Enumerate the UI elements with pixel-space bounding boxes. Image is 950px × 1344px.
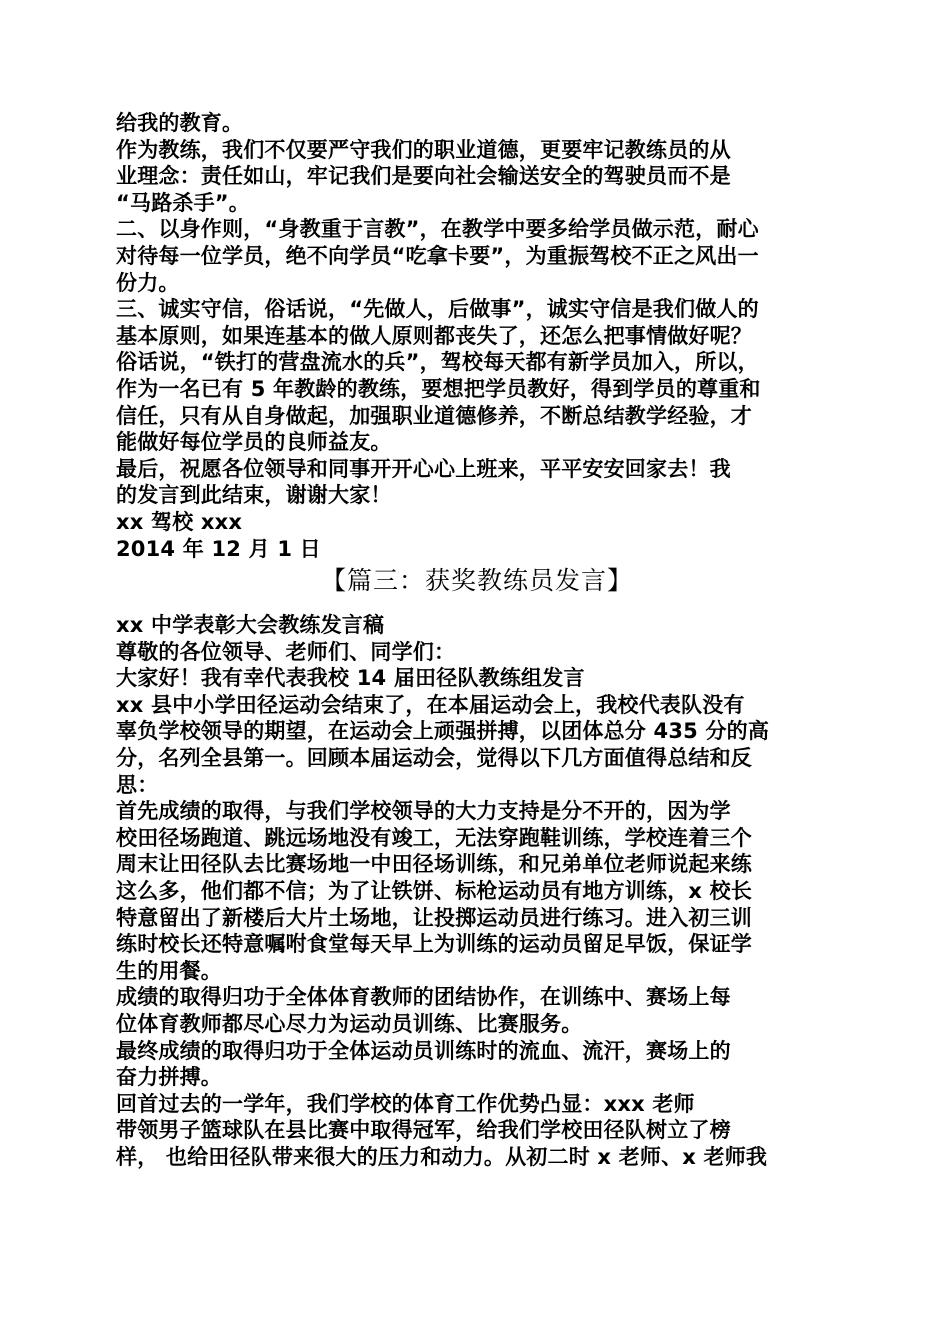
paragraph-line: 思：	[116, 772, 159, 797]
paragraph-line: 位体育教师都尽心尽力为运动员训练、比赛服务。	[116, 1012, 583, 1036]
speech-part-two	[116, 612, 838, 1170]
signature-line: xx 驾校 xxx	[116, 509, 243, 534]
paragraph-line: 带领男子篮球队在县比赛中取得冠军，给我们学校田径队树立了榜	[116, 1118, 731, 1143]
paragraph-line: 特意留出了新楼后大片土场地，让投掷运动员进行练习。进入初三训	[116, 905, 752, 930]
paragraph-line: 对待每一位学员，绝不向学员“吃拿卡要”，为重振驾校不正之风出一	[116, 243, 759, 268]
paragraph-line: 基本原则，如果连基本的做人原则都丧失了，还怎么把事情做好呢？	[116, 323, 752, 348]
paragraph-line: 奋力拼搏。	[116, 1065, 222, 1090]
paragraph-line: 能做好每位学员的良师益友。	[116, 430, 392, 455]
paragraph-line: 份力。	[116, 270, 180, 295]
date-line: 2014 年 12 月 1 日	[116, 536, 321, 561]
speech-part-one	[116, 110, 838, 562]
paragraph-line: 样， 也给田径队带来很大的压力和动力。从初二时 x 老师、x 老师我	[116, 1144, 768, 1169]
paragraph-line: “马路杀手”。	[116, 190, 251, 215]
paragraph-line: xx 县中小学田径运动会结束了，在本届运动会上，我校代表队没有	[116, 692, 745, 717]
paragraph-line: 分，名列全县第一。回顾本届运动会，觉得以下几方面值得总结和反	[116, 746, 752, 771]
paragraph-line: 首先成绩的取得，与我们学校领导的大力支持是分不开的，因为学	[116, 799, 731, 824]
paragraph-line: 三、诚实守信，俗话说，“先做人，后做事”，诚实守信是我们做人的	[116, 297, 759, 322]
paragraph-line: 练时校长还特意嘱咐食堂每天早上为训练的运动员留足早饭，保证学	[116, 932, 752, 957]
paragraph-line: 周末让田径队去比赛场地一中田径场训练，和兄弟单位老师说起来练	[116, 852, 752, 877]
paragraph-line: 这么多，他们都不信；为了让铁饼、标枪运动员有地方训练，x 校长	[116, 879, 753, 904]
salutation-line: 尊敬的各位领导、老师们、同学们：	[116, 639, 456, 664]
paragraph-line: 校田径场跑道、跳远场地没有竣工，无法穿跑鞋训练，学校连着三个	[116, 825, 752, 850]
section-title: 【篇三：获奖教练员发言】	[320, 566, 633, 596]
paragraph-line: 最后，祝愿各位领导和同事开开心心上班来，平平安安回家去！我	[116, 456, 731, 481]
paragraph-line: 成绩的取得归功于全体体育教师的团结协作，在训练中、赛场上每	[116, 985, 731, 1010]
paragraph-line: 二、以身作则，“身教重于言教”，在教学中要多给学员做示范，耐心	[116, 217, 759, 242]
paragraph-line: 给我的教育。	[116, 111, 244, 135]
paragraph-line: 作为教练，我们不仅要严守我们的职业道德，更要牢记教练员的从	[116, 137, 731, 162]
paragraph-line: 业理念：责任如山，牢记我们是要向社会输送安全的驾驶员而不是	[116, 164, 731, 189]
paragraph-line: 俗话说，“铁打的营盘流水的兵”，驾校每天都有新学员加入，所以，	[116, 350, 759, 375]
paragraph-line: 的发言到此结束，谢谢大家！	[116, 483, 392, 508]
speech-title-line: xx 中学表彰大会教练发言稿	[116, 613, 385, 638]
document-page	[116, 110, 838, 1171]
paragraph-line: 辜负学校领导的期望，在运动会上顽强拼搏，以团体总分 435 分的高	[116, 719, 770, 744]
greeting-line: 大家好！我有幸代表我校 14 届田径队教练组发言	[116, 666, 585, 691]
paragraph-line: 作为一名已有 5 年教龄的教练，要想把学员教好，得到学员的尊重和	[116, 376, 761, 401]
paragraph-line: 回首过去的一学年，我们学校的体育工作优势凸显：xxx 老师	[116, 1091, 695, 1116]
paragraph-line: 生的用餐。	[116, 958, 222, 983]
paragraph-line: 信任，只有从自身做起，加强职业道德修养，不断总结教学经验，才	[116, 403, 752, 428]
paragraph-line: 最终成绩的取得归功于全体运动员训练时的流血、流汗，赛场上的	[116, 1038, 731, 1063]
